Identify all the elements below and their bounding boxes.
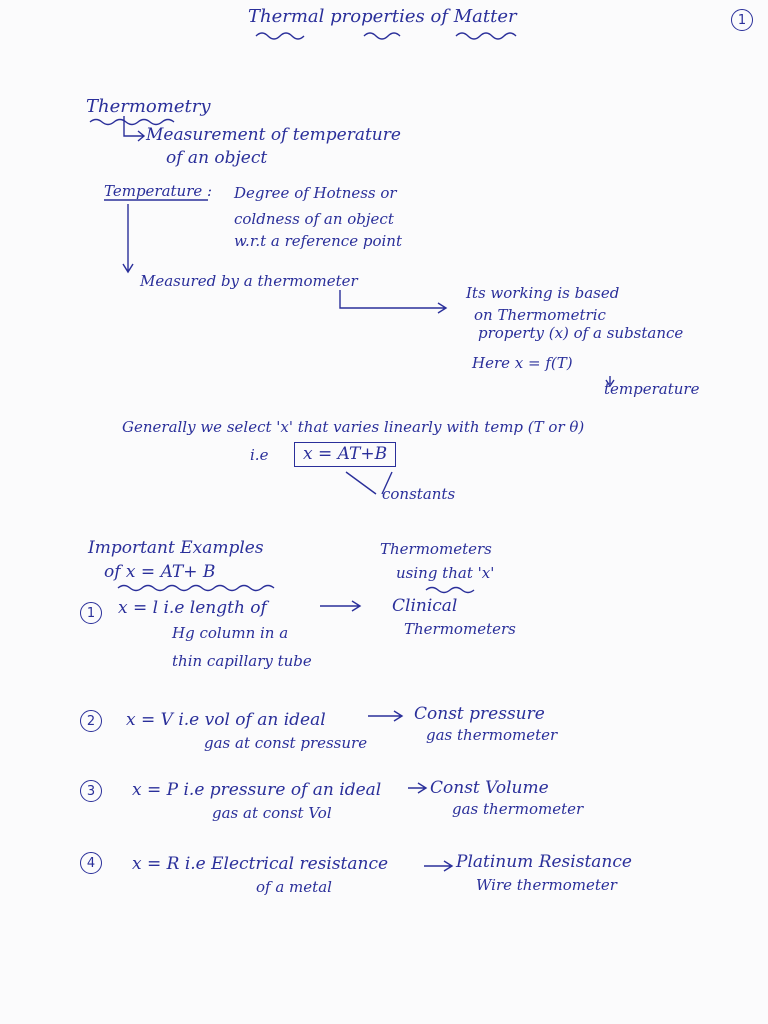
examples-underline-squiggle xyxy=(118,586,274,591)
example3-arrow xyxy=(408,783,426,793)
examples-heading1: Important Examples xyxy=(88,538,264,558)
page-title: Thermal properties of Matter xyxy=(248,6,517,27)
constants-connector xyxy=(346,472,392,494)
example4-right2: Wire thermometer xyxy=(476,876,617,894)
examples-heading2: of x = AT+ B xyxy=(104,562,216,582)
thermometry-def-line1: Measurement of temperature xyxy=(146,125,401,145)
temperature-annotation: temperature xyxy=(604,380,700,398)
example2-left2: gas at const pressure xyxy=(204,734,368,752)
example-number: 3 xyxy=(80,780,102,802)
temperature-def1: Degree of Hotness or xyxy=(234,184,397,202)
thermometers-underline-squiggle xyxy=(426,588,474,593)
page-number: 1 xyxy=(731,9,753,31)
example2-right1: Const pressure xyxy=(414,704,545,724)
measured-by-line: Measured by a thermometer xyxy=(140,272,358,290)
example3-right2: gas thermometer xyxy=(452,800,584,818)
linear-statement: Generally we select 'x' that varies linearly with temp (T or θ) xyxy=(122,418,585,436)
temperature-pointer-arrow xyxy=(606,376,614,386)
example1-left1: x = l i.e length of xyxy=(118,598,267,618)
example3-left1: x = P i.e pressure of an ideal xyxy=(132,780,382,800)
thermometers-heading1: Thermometers xyxy=(380,540,492,558)
example-number: 2 xyxy=(80,710,102,732)
temperature-def2: coldness of an object xyxy=(234,210,394,228)
example3-left2: gas at const Vol xyxy=(212,804,332,822)
example1-right2: Thermometers xyxy=(404,620,516,638)
constants-label: constants xyxy=(382,485,456,503)
linear-formula-box: x = AT+B xyxy=(294,442,396,467)
working-line2: on Thermometric xyxy=(474,306,606,324)
working-line3: property (x) of a substance xyxy=(478,324,684,342)
thermometry-heading: Thermometry xyxy=(86,96,211,117)
example1-left3: thin capillary tube xyxy=(172,652,312,670)
down-arrow xyxy=(123,204,133,272)
temperature-def3: w.r.t a reference point xyxy=(234,232,402,250)
temperature-label: Temperature : xyxy=(104,182,213,200)
thermometry-underline-squiggle xyxy=(90,120,174,125)
example1-right1: Clinical xyxy=(392,596,458,616)
thermometers-heading2: using that 'x' xyxy=(396,564,495,582)
working-line1: Its working is based xyxy=(466,284,620,302)
ie-label: i.e xyxy=(250,446,269,464)
example1-left2: Hg column in a xyxy=(172,624,289,642)
example3-right1: Const Volume xyxy=(430,778,549,798)
example4-left2: of a metal xyxy=(256,878,332,896)
thermometry-def-line2: of an object xyxy=(166,148,268,168)
example2-arrow xyxy=(368,711,402,721)
example4-left1: x = R i.e Electrical resistance xyxy=(132,854,389,874)
example2-left1: x = V i.e vol of an ideal xyxy=(126,710,326,730)
title-underline-squiggle xyxy=(256,33,516,39)
example4-arrow xyxy=(424,861,452,871)
working-formula: Here x = f(T) xyxy=(472,354,573,372)
example1-arrow xyxy=(320,601,360,611)
example-number: 1 xyxy=(80,602,102,624)
working-arrow xyxy=(340,290,446,313)
example-number: 4 xyxy=(80,852,102,874)
example2-right2: gas thermometer xyxy=(426,726,558,744)
example4-right1: Platinum Resistance xyxy=(456,852,632,872)
